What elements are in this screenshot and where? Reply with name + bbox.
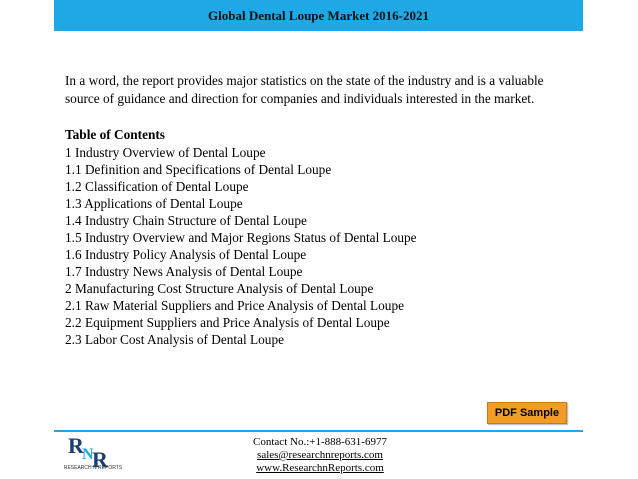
toc-item: 1.7 Industry News Analysis of Dental Loupe	[65, 264, 303, 279]
toc-title: Table of Contents	[65, 127, 165, 142]
toc-item: 1.2 Classification of Dental Loupe	[65, 179, 249, 194]
toc-item: 1.1 Definition and Specifications of Dental Loupe	[65, 162, 332, 177]
intro-paragraph: In a word, the report provides major statistics on the state of the industry and is a valuable source of guidance and direction for companies and individuals interested in the market.	[65, 73, 544, 106]
toc-item: 1 Industry Overview of Dental Loupe	[65, 145, 266, 160]
toc-item: 1.4 Industry Chain Structure of Dental Loupe	[65, 213, 307, 228]
main-content	[65, 72, 565, 348]
svg-text:N: N	[82, 446, 94, 463]
logo-caption: RESEARCH N REPORTS	[63, 465, 123, 471]
page-title: Global Dental Loupe Market 2016-2021	[208, 7, 429, 23]
toc-item: 1.6 Industry Policy Analysis of Dental Loupe	[65, 247, 307, 262]
pdf-sample-button[interactable]: PDF Sample	[487, 402, 567, 424]
toc-item: 2.3 Labor Cost Analysis of Dental Loupe	[65, 332, 284, 347]
toc-item: 1.5 Industry Overview and Major Regions Status of Dental Loupe	[65, 230, 417, 245]
website-link[interactable]: www.ResearchnReports.com	[256, 462, 384, 474]
contact-email-link[interactable]: sales@researchnreports.com	[257, 449, 383, 461]
footer-divider	[54, 430, 583, 432]
contact-phone: Contact No.:+1-888-631-6977	[253, 436, 387, 448]
svg-text:R: R	[92, 447, 108, 472]
contact-block	[230, 436, 410, 475]
toc-list	[65, 144, 565, 348]
toc-item: 2.1 Raw Material Suppliers and Price Analysis of Dental Loupe	[65, 298, 404, 313]
toc-item: 2 Manufacturing Cost Structure Analysis of Dental Loupe	[65, 281, 374, 296]
header-bar	[54, 0, 583, 31]
toc-item: 1.3 Applications of Dental Loupe	[65, 196, 243, 211]
svg-text:R: R	[68, 433, 84, 458]
toc-item: 2.2 Equipment Suppliers and Price Analysis of Dental Loupe	[65, 315, 390, 330]
